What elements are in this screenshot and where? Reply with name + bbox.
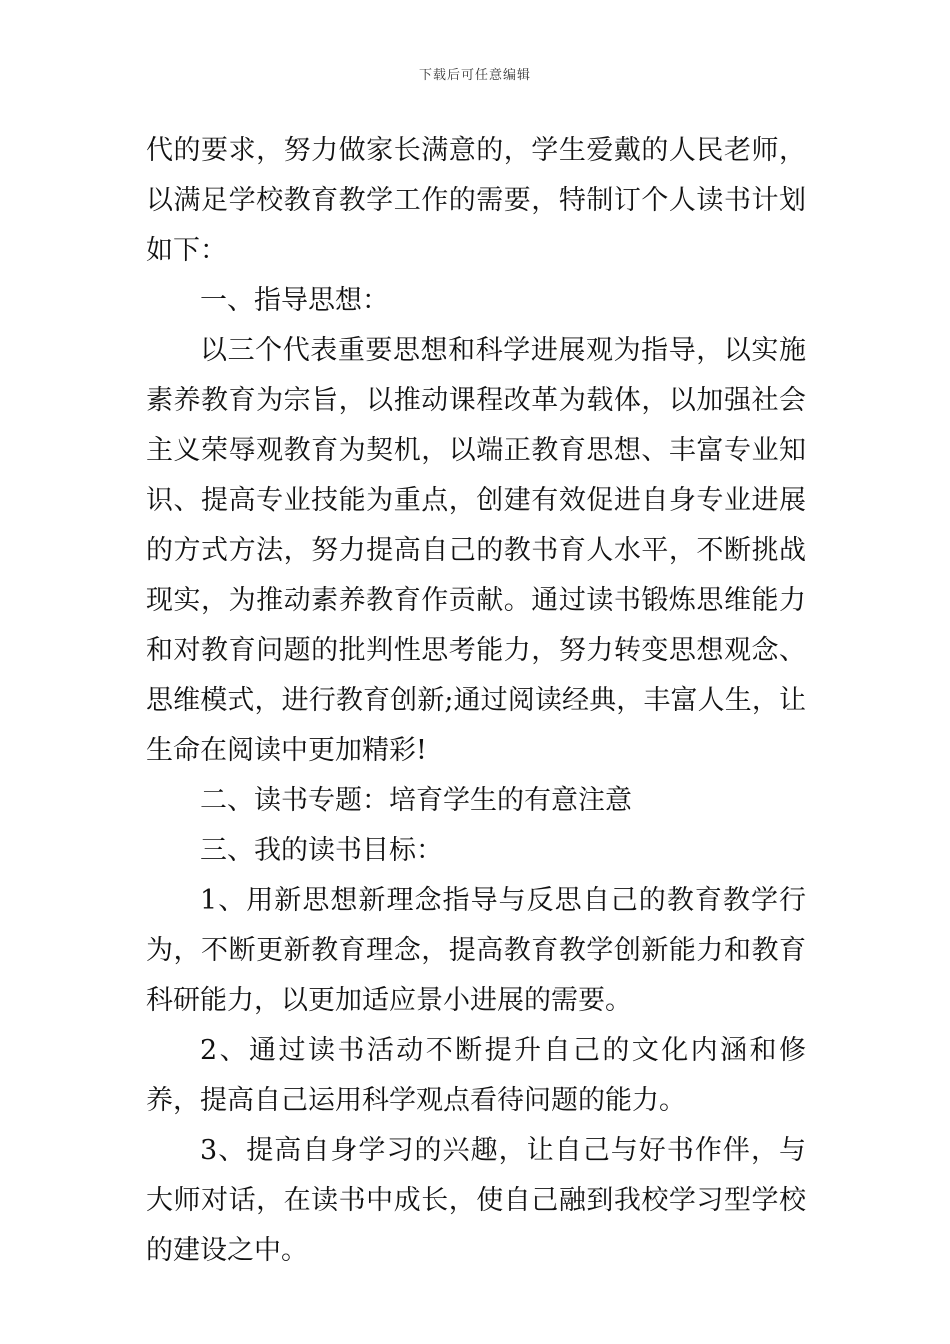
paragraph-guiding-thought: 以三个代表重要思想和科学进展观为指导，以实施素养教育为宗旨，以推动课程改革为载体，以加强社会主义荣辱观教育为契机，以端正教育思想、丰富专业知识、提高专业技能为重点，创建有效促进自身专业进展的方式方法，努力提高自己的教书育人水平，不断挑战现实，为推动素养教育作贡献。通过读书锻炼思维能力和对教育问题的批判性思考能力，努力转变思想观念、思维模式，进行教育创新;通过阅读经典，丰富人生，让生命在阅读中更加精彩! (146, 335, 806, 766)
goal-item-1: 1、用新思想新理念指导与反思自己的教育教学行为，不断更新教育理念，提高教育教学创新能力和教育科研能力，以更加适应景小进展的需要。 (146, 885, 806, 1016)
goal-item-2: 2、通过读书活动不断提升自己的文化内涵和修养，提高自己运用科学观点看待问题的能力。 (146, 1035, 806, 1116)
heading-guiding-thought: 一、指导思想： (200, 285, 389, 316)
goal-item-3: 3、提高自身学习的兴趣，让自己与好书作伴，与大师对话，在读书中成长，使自己融到我校学习型学校的建设之中。 (146, 1135, 806, 1266)
paragraph-intro: 代的要求，努力做家长满意的，学生爱戴的人民老师，以满足学校教育教学工作的需要，特制订个人读书计划如下： (146, 135, 806, 266)
heading-reading-topic: 二、读书专题：培育学生的有意注意 (200, 785, 632, 816)
document-body (146, 126, 806, 1276)
page-header: 下载后可任意编辑 (418, 68, 531, 83)
heading-reading-goals: 三、我的读书目标： (200, 835, 443, 866)
